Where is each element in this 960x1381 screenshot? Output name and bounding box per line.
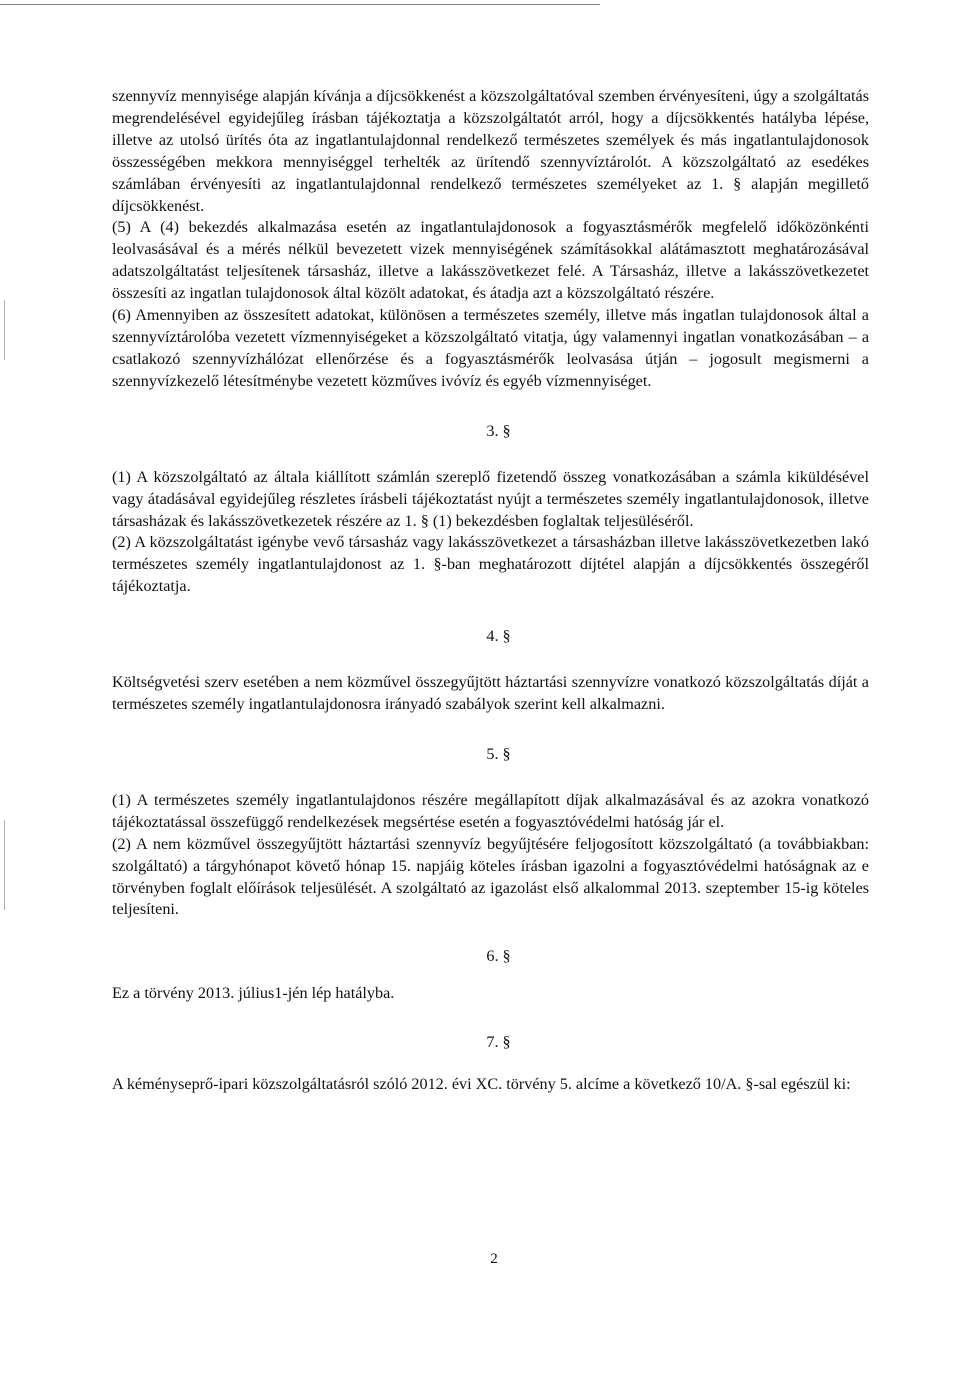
section-3-paragraph-2: (2) A közszolgáltatást igénybe vevő társasház vagy lakásszövetkezet a társasházban illetve lakásszövetkezetben lakó természetes személy ingatlantulajdonost az 1. §-ban meghatározott díjtétel alapján a díjcsökkentés összegéről tájékoztatja. [112,533,869,596]
section-heading-3: 3. § [486,421,511,440]
scan-left-edge-mark [4,300,5,360]
document-page [112,86,869,1096]
section-6-paragraph-1: Ez a törvény 2013. július1-jén lép hatályba. [112,984,395,1003]
section-heading-7: 7. § [486,1033,511,1052]
page-number: 2 [490,1251,498,1267]
paragraph-intro-continuation: szennyvíz mennyisége alapján kívánja a díjcsökkenést a közszolgáltatóval szemben érvényesíteni, úgy a szolgáltatás megrendelésével egyidejűleg írásban tájékoztatja a közszolgáltatót arról, hogy a díjcsökkentés hatályba lépése, illetve az utolsó ürítés óta az ingatlantulajdonnal rendelkező természetes személyek és más ingatlantulajdonosok összességében mekkora mennyiséggel terhelték az ürítendő szennyvíztárolót. A közszolgáltató az esedékes számlában érvényesíti az ingatlantulajdonnal rendelkező természetes személyeket az 1. § alapján megillető díjcsökkenést. [112,87,869,215]
section-3-paragraph-1: (1) A közszolgáltató az általa kiállított számlán szereplő fizetendő összeg vonatkozásában a számla kiküldésével vagy átadásával egyidejűleg részletes írásbeli tájékoztatást nyújt a természetes személy ingatlantulajdonosok, illetve társasházak és lakásszövetkezetek részére az 1. § (1) bekezdésben foglaltak teljesüléséről. [112,467,869,530]
paragraph-6: (6) Amennyiben az összesített adatokat, különösen a természetes személy, illetve más ingatlan tulajdonosok által a szennyvíztárolóba vezetett vízmennyiségeket a közszolgáltató vitatja, úgy valamennyi ingatlan vonatkozásában – a csatlakozó szennyvízhálózat ellenőrzése és a fogyasztásmérők leolvasása útján – jogosult megismerni a szennyvízkezelő létesítménybe vezetett közműves ivóvíz és egyéb vízmennyiséget. [112,306,869,390]
scan-left-edge-mark [4,820,5,910]
section-heading-5: 5. § [486,744,511,763]
scan-top-rule [0,4,600,5]
paragraph-5: (5) A (4) bekezdés alkalmazása esetén az ingatlantulajdonosok a fogyasztásmérők megfelelő időközönkénti leolvasásával és a mérés nélkül bevezetett vizek mennyiségének számításokkal alátámasztott meghatározásával adatszolgáltatást teljesítenek társasház, illetve a lakásszövetkezet felé. A Társasház, illetve a lakásszövetkezetet összesíti az ingatlan tulajdonosok által közölt adatokat, és átadja azt a közszolgáltató részére. [112,218,869,303]
section-5-paragraph-2: (2) A nem közművel összegyűjtött háztartási szennyvíz begyűjtésére feljogosított közszolgáltató (a továbbiakban: szolgáltató) a tárgyhónapot követő hónap 15. napjáig köteles írásban igazolni a fogyasztóvédelmi hatóságnak az e törvényben foglalt előírások teljesülését. A szolgáltató az igazolást első alkalommal 2013. szeptember 15-ig köteles teljesíteni. [112,834,869,919]
section-heading-6: 6. § [486,947,511,966]
section-heading-4: 4. § [486,627,511,646]
section-4-paragraph-1: Költségvetési szerv esetében a nem közművel összegyűjtött háztartási szennyvízre vonatkozó közszolgáltatás díját a természetes személy ingatlantulajdonosra irányadó szabályok szerint kell alkalmazni. [112,673,869,714]
section-7-paragraph-1: A kéményseprő-ipari közszolgáltatásról szóló 2012. évi XC. törvény 5. alcíme a következő 10/A. §-sal egészül ki: [112,1075,851,1094]
section-5-paragraph-1: (1) A természetes személy ingatlantulajdonos részére megállapított díjak alkalmazásával és az azokra vonatkozó tájékoztatással összefüggő rendelkezések megsértése esetén a fogyasztóvédelmi hatóság jár el. [112,790,869,831]
